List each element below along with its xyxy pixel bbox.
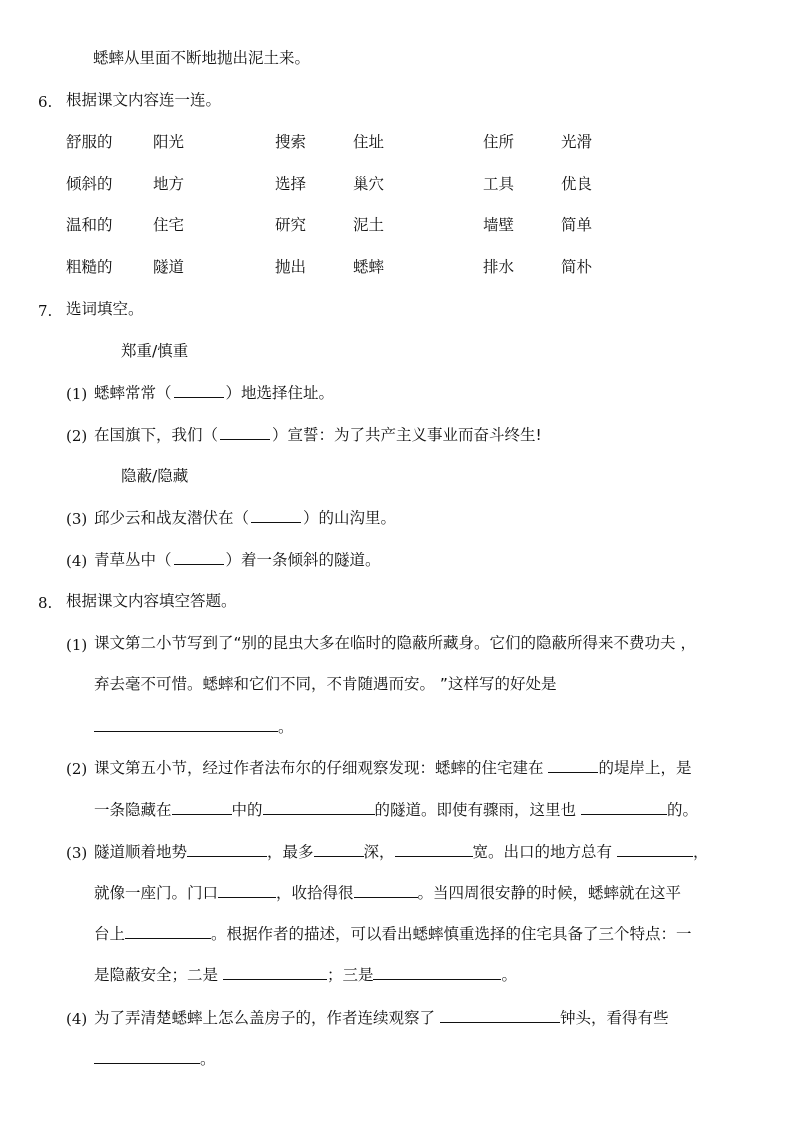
word-pair-2: 隐蔽/隐藏 (121, 467, 189, 485)
answer-blank[interactable] (440, 1007, 560, 1023)
answer-blank[interactable] (218, 882, 276, 898)
match-cell: 研究 (275, 216, 307, 234)
answer-blank[interactable] (94, 1048, 200, 1064)
match-cell: 光滑 (561, 133, 593, 151)
match-cell: 舒服的 (66, 133, 113, 151)
word-pair-1: 郑重/慎重 (121, 342, 189, 360)
q7-item-2-number: (2) (66, 427, 88, 445)
match-cell: 粗糙的 (66, 258, 113, 276)
text-segment: 是隐蔽安全；二是 (94, 966, 223, 984)
answer-blank[interactable] (354, 882, 418, 898)
q7-item-4-after: ）着一条倾斜的隧道。 (225, 551, 381, 569)
text-segment: 的堤岸上，是 (598, 759, 692, 777)
q8-item-1-number: (1) (66, 636, 88, 654)
answer-blank[interactable] (94, 716, 278, 732)
text-segment: ，收拾得很 (276, 884, 354, 902)
q8-item-3-number: (3) (66, 844, 88, 862)
answer-blank[interactable] (174, 382, 224, 398)
match-cell: 排水 (483, 258, 515, 276)
match-cell: 简单 (561, 216, 593, 234)
answer-blank[interactable] (263, 799, 375, 815)
match-cell: 蟋蟀 (353, 258, 385, 276)
answer-blank[interactable] (548, 757, 598, 773)
text-segment: 钟头，看得有些 (559, 1009, 669, 1027)
period: 。 (278, 718, 294, 736)
q8-item-3-line-1 (94, 841, 709, 862)
q7-item-1-after: ）地选择住址。 (225, 384, 335, 402)
match-cell: 抛出 (275, 258, 307, 276)
q7-item-4 (94, 549, 381, 570)
q8-prompt: 根据课文内容填空答题。 (66, 592, 237, 610)
answer-blank[interactable] (223, 964, 327, 980)
period: 。 (200, 1050, 216, 1068)
text-segment: ， (692, 843, 709, 861)
text-segment: 。当四周很安静的时候，蟋蟀就在这平 (417, 884, 682, 902)
answer-blank[interactable] (395, 841, 473, 857)
text-segment: 的隧道。即使有骤雨，这里也 (374, 801, 581, 819)
q8-item-4-line-2 (94, 1048, 216, 1069)
match-cell: 泥土 (353, 216, 385, 234)
answer-blank[interactable] (581, 799, 667, 815)
q8-item-3-line-4 (94, 964, 517, 985)
q8-item-1-line-2: 弃去毫不可惜。蟋蟀和它们不同，不肯随遇而安。 ”这样写的好处是 (94, 675, 557, 693)
q7-item-4-before: 青草丛中（ (94, 551, 172, 569)
q8-item-4-line-1 (94, 1007, 668, 1028)
q8-item-2-number: (2) (66, 760, 88, 778)
text-segment: ，最多 (267, 843, 314, 861)
answer-blank[interactable] (172, 799, 232, 815)
text-segment: 台上 (94, 925, 126, 943)
match-cell: 优良 (561, 175, 593, 193)
q7-item-3 (94, 507, 396, 528)
q7-item-4-number: (4) (66, 552, 88, 570)
match-cell: 住所 (483, 133, 515, 151)
q7-number: 7. (38, 302, 53, 320)
q8-item-4-number: (4) (66, 1010, 88, 1028)
q8-item-3-line-3 (94, 923, 692, 944)
q7-item-2-before: 在国旗下，我们（ (94, 426, 219, 444)
q7-item-3-after: ）的山沟里。 (303, 509, 397, 527)
answer-blank[interactable] (617, 841, 693, 857)
text-segment: 。根据作者的描述，可以看出蟋蟀慎重选择的住宅具备了三个特点：一 (211, 925, 692, 943)
match-cell: 倾斜的 (66, 175, 113, 193)
answer-blank[interactable] (125, 923, 211, 939)
answer-blank[interactable] (220, 424, 270, 440)
match-cell: 地方 (153, 175, 185, 193)
text-segment: 的。 (666, 801, 698, 819)
answer-blank[interactable] (187, 841, 267, 857)
q7-item-1-number: (1) (66, 385, 88, 403)
text-segment: 深， (363, 843, 395, 861)
q6-number: 6. (38, 93, 53, 111)
q7-item-2-after: ）宣誓：为了共产主义事业而奋斗终生! (272, 426, 542, 444)
answer-blank[interactable] (314, 841, 364, 857)
text-segment: 就像一座门。门口 (94, 884, 219, 902)
match-cell: 选择 (275, 175, 307, 193)
match-cell: 墙壁 (483, 216, 515, 234)
answer-blank[interactable] (373, 964, 501, 980)
answer-blank[interactable] (174, 549, 224, 565)
q7-item-3-before: 邱少云和战友潜伏在（ (94, 509, 250, 527)
text-segment: 课文第五小节，经过作者法布尔的仔细观察发现：蟋蟀的住宅建在 (94, 759, 549, 777)
text-segment: 宽。出口的地方总有 (472, 843, 617, 861)
match-cell: 简朴 (561, 258, 593, 276)
text-segment: 一条隐藏在 (94, 801, 172, 819)
match-cell: 住宅 (153, 216, 185, 234)
q8-item-1-line-1: 课文第二小节写到了“别的昆虫大多在临时的隐蔽所藏身。它们的隐蔽所得来不费功夫 ， (94, 634, 696, 652)
answer-blank[interactable] (251, 507, 301, 523)
q7-item-1 (94, 382, 334, 403)
text-segment: ；三是 (326, 966, 374, 984)
text-segment: 。 (501, 966, 517, 984)
text-segment: 为了弄清楚蟋蟀上怎么盖房子的，作者连续观察了 (94, 1009, 440, 1027)
match-cell: 温和的 (66, 216, 113, 234)
q8-item-2-line-1 (94, 757, 691, 778)
q8-number: 8. (38, 594, 53, 612)
match-cell: 巢穴 (353, 175, 385, 193)
q8-item-1-line-3 (94, 716, 294, 737)
q7-prompt: 选词填空。 (66, 300, 144, 318)
match-cell: 阳光 (153, 133, 185, 151)
text-segment: 隧道顺着地势 (94, 843, 188, 861)
match-cell: 工具 (483, 175, 515, 193)
q7-item-1-before: 蟋蟀常常（ (94, 384, 172, 402)
match-cell: 住址 (353, 133, 385, 151)
q8-item-2-line-2 (94, 799, 698, 820)
q6-prompt: 根据课文内容连一连。 (66, 91, 222, 109)
intro-line: 蟋蟀从里面不断地抛出泥土来。 (93, 49, 311, 67)
match-cell: 隧道 (153, 258, 185, 276)
q7-item-2 (94, 424, 542, 445)
text-segment: 中的 (231, 801, 263, 819)
q8-item-3-line-2 (94, 882, 681, 903)
q7-item-3-number: (3) (66, 510, 88, 528)
match-cell: 搜索 (275, 133, 307, 151)
